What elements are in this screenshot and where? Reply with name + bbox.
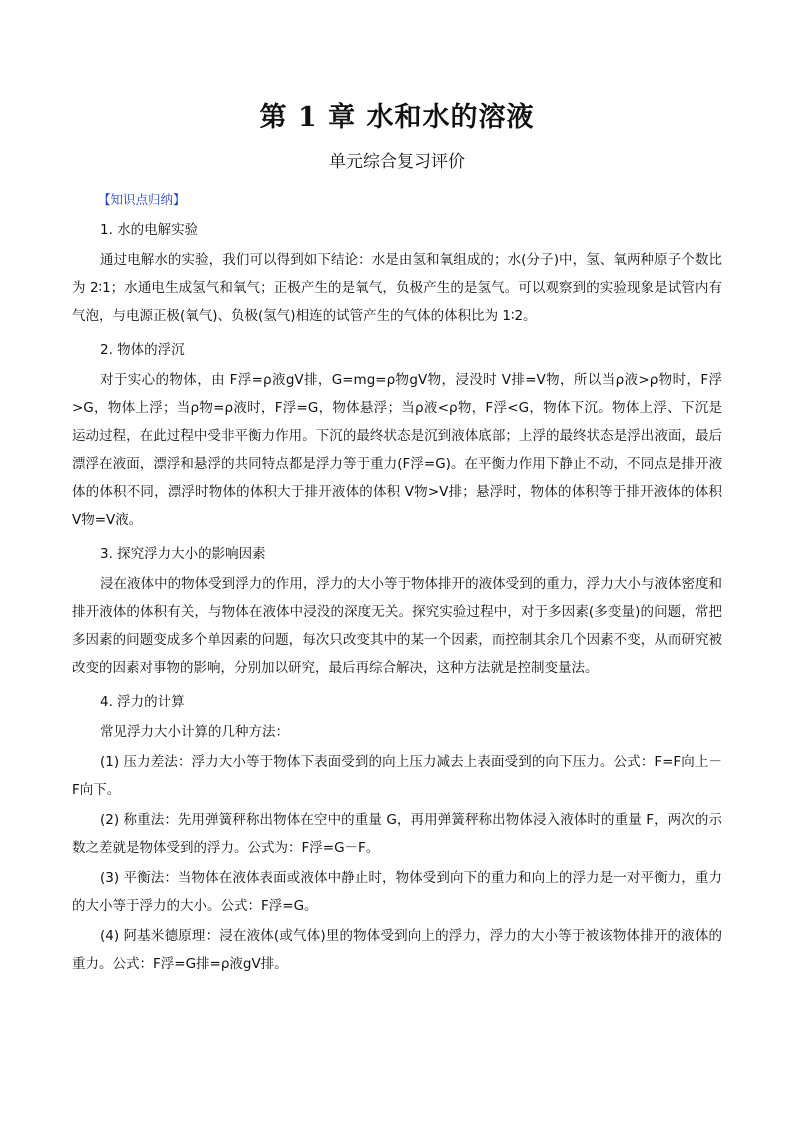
method-weighing: (2) 称重法：先用弹簧秤称出物体在空中的重量 G，再用弹簧秤称出物体浸入液体时的重量 F，两次的示数之差就是物体受到的浮力。公式为：F浮=G－F。 <box>72 812 722 856</box>
section-3-paragraph: 浸在液体中的物体受到浮力的作用，浮力的大小等于物体排开的液体受到的重力，浮力大小与液体密度和排开液体的体积有关，与物体在液体中浸没的深度无关。探究实验过程中，对于多因素(多变量)的问题，常把多因素的问题变成多个单因素的问题，每次只改变其中的某一个因素，而控制其余几个因素不变，从而研究被改变的因素对事物的影响，分别加以研究，最后再综合解决，这种方法就是控制变量法。 <box>72 576 722 676</box>
page-subtitle: 单元综合复习评价 <box>329 152 465 172</box>
section-2-paragraph: 对于实心的物体，由 F浮=ρ液gV排，G=mg=ρ物gV物，浸没时 V排=V物，所以当ρ液>ρ物时，F浮>G，物体上浮；当ρ物=ρ液时，F浮=G，物体悬浮；当ρ液<ρ物，F浮<G，物体下沉。物体上浮、下沉是运动过程，在此过程中受非平衡力作用。下沉的最终状态是沉到液体底部；上浮的最终状态是浮出液面，最后漂浮在液面，漂浮和悬浮的共同特点都是浮力等于重力(F浮=G)。在平衡力作用下静止不动，不同点是排开液体的体积不同，漂浮时物体的体积大于排开液体的体积 V物>V排；悬浮时，物体的体积等于排开液体的体积 V物=V液。 <box>72 372 722 528</box>
section-heading-2: 2. 物体的浮沉 <box>100 342 185 358</box>
section-heading-4: 4. 浮力的计算 <box>100 694 185 710</box>
section-4-intro: 常见浮力大小计算的几种方法： <box>100 724 289 740</box>
method-archimedes: (4) 阿基米德原理：浸在液体(或气体)里的物体受到向上的浮力，浮力的大小等于被该物体排开的液体的重力。公式：F浮=G排=ρ液gV排。 <box>72 928 722 972</box>
section-heading-3: 3. 探究浮力大小的影响因素 <box>100 546 266 562</box>
method-pressure-difference: (1) 压力差法：浮力大小等于物体下表面受到的向上压力减去上表面受到的向下压力。公式：F=F向上－F向下。 <box>72 754 722 798</box>
section-heading-1: 1. 水的电解实验 <box>100 222 199 238</box>
document-body <box>72 190 722 980</box>
method-equilibrium: (3) 平衡法：当物体在液体表面或液体中静止时，物体受到向下的重力和向上的浮力是一对平衡力，重力的大小等于浮力的大小。公式：F浮=G。 <box>72 870 722 914</box>
section-1-paragraph: 通过电解水的实验，我们可以得到如下结论：水是由氢和氧组成的；水(分子)中，氢、氧两种原子个数比为 2∶1；水通电生成氢气和氧气；正极产生的是氧气，负极产生的是氢气。可以观察到的实验现象是试管内有气泡，与电源正极(氧气)、负极(氢气)相连的试管产生的气体的体积比为 1∶2。 <box>72 252 722 324</box>
section-tag: 【知识点归纳】 <box>98 192 186 207</box>
page-title: 第 1 章 水和水的溶液 <box>259 102 535 133</box>
